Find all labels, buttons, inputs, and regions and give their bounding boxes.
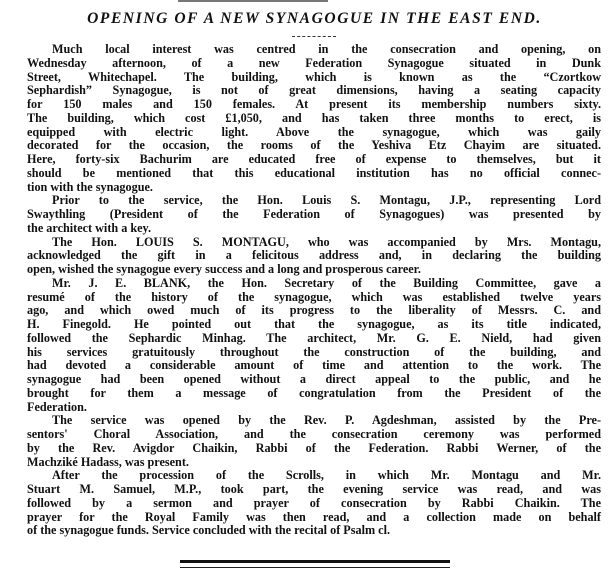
text-line: After the procession of the Scrolls, in which Mr. Montagu and Mr. xyxy=(52,468,601,483)
headline-divider xyxy=(292,36,336,37)
text-line: Prior to the service, the Hon. Louis S. Montagu, J.P., representing Lord xyxy=(52,193,601,208)
text-line: decorated for the occasion, the rooms of the Yeshiva Etz Chayim are situated. xyxy=(27,138,601,153)
text-line: open, wished the synagogue every success and a long and prosperous career. xyxy=(27,262,421,276)
text-line: prayer for the Royal Family was then read, and a collection made on behalf xyxy=(27,509,601,524)
text-line: brought for them a message of congratulation from the President of the xyxy=(27,385,601,400)
text-line: synagogue had been opened without a direct appeal to the public, and he xyxy=(27,372,601,386)
paragraph xyxy=(27,236,601,277)
text-line: the architect with a key. xyxy=(27,220,151,235)
text-line: followed by a sermon and prayer of consecration by Rabbi Chaikin. The xyxy=(27,495,601,510)
text-line: Wednesday afternoon, of a new Federation Synagogue situated in Dunk xyxy=(27,55,601,70)
text-line: Mr. J. E. BLANK, the Hon. Secretary of the Building Committee, gave a xyxy=(52,275,601,290)
text-line: tion with the synagogue. xyxy=(27,179,153,194)
end-rule-thick xyxy=(180,560,450,563)
article-body xyxy=(27,43,601,538)
text-line: Here, forty-six Bachurim are educated free of expense to themselves, but it xyxy=(27,152,601,166)
end-rule-thin xyxy=(180,567,450,568)
text-line: of the synagogue funds. Service concluded with the recital of Psalm cl. xyxy=(27,523,391,538)
text-line: H. Finegold. He pointed out that the synagogue, as its title indicated, xyxy=(27,317,601,331)
top-rule xyxy=(178,0,328,2)
text-line: Stuart M. Samuel, M.P., took part, the evening service was read, and was xyxy=(27,482,601,496)
paragraph xyxy=(27,414,601,469)
text-line: The service was opened by the Rev. P. Agdeshman, assisted by the Pre- xyxy=(52,413,601,428)
paragraph xyxy=(27,277,601,415)
text-line: Street, Whitechapel. The building, which is known as the “Czortkow xyxy=(27,69,601,84)
text-line: had devoted a considerable amount of time and attention to the work. The xyxy=(27,358,601,373)
article-headline: OPENING OF A NEW SYNAGOGUE IN THE EAST END. xyxy=(87,10,542,27)
text-line: sentors' Choral Association, and the consecration ceremony was performed xyxy=(27,427,601,441)
text-line: Much local interest was centred in the consecration and opening, on xyxy=(52,42,601,56)
text-line: for 150 males and 150 females. At present its membership numbers sixty. xyxy=(27,97,601,111)
paragraph xyxy=(27,194,601,235)
paragraph xyxy=(27,469,601,538)
text-line: Federation. xyxy=(27,399,87,414)
text-line: should be mentioned that this educational institution has no official connec- xyxy=(27,165,601,180)
text-line: acknowledged the gift in a felicitous address and, in declaring the building xyxy=(27,248,601,263)
text-line: The Hon. LOUIS S. MONTAGU, who was accompanied by Mrs. Montagu, xyxy=(52,234,601,249)
text-line: ago, and which owed much of its progress to the liberality of Messrs. C. and xyxy=(27,303,601,318)
text-line: Sephardish” Synagogue, is not of great dimensions, having a seating capacity xyxy=(27,83,601,98)
text-line: The building, which cost £1,050, and has taken three months to erect, is xyxy=(27,110,601,125)
text-line: Machziké Hadass, was present. xyxy=(27,454,189,469)
text-line: by the Rev. Avigdor Chaikin, Rabbi of the Federation. Rabbi Werner, of the xyxy=(27,440,601,455)
text-line: Swaythling (President of the Federation of Synagogues) was presented by xyxy=(27,207,601,221)
text-line: his services gratuitously throughout the construction of the building, and xyxy=(27,344,601,359)
text-line: followed the Sephardic Minhag. The architect, Mr. G. E. Nield, had given xyxy=(27,330,601,345)
text-line: equipped with electric light. Above the synagogue, which was gaily xyxy=(27,124,601,139)
paragraph xyxy=(27,43,601,194)
text-line: resumé of the history of the synagogue, which was established twelve years xyxy=(27,289,601,304)
